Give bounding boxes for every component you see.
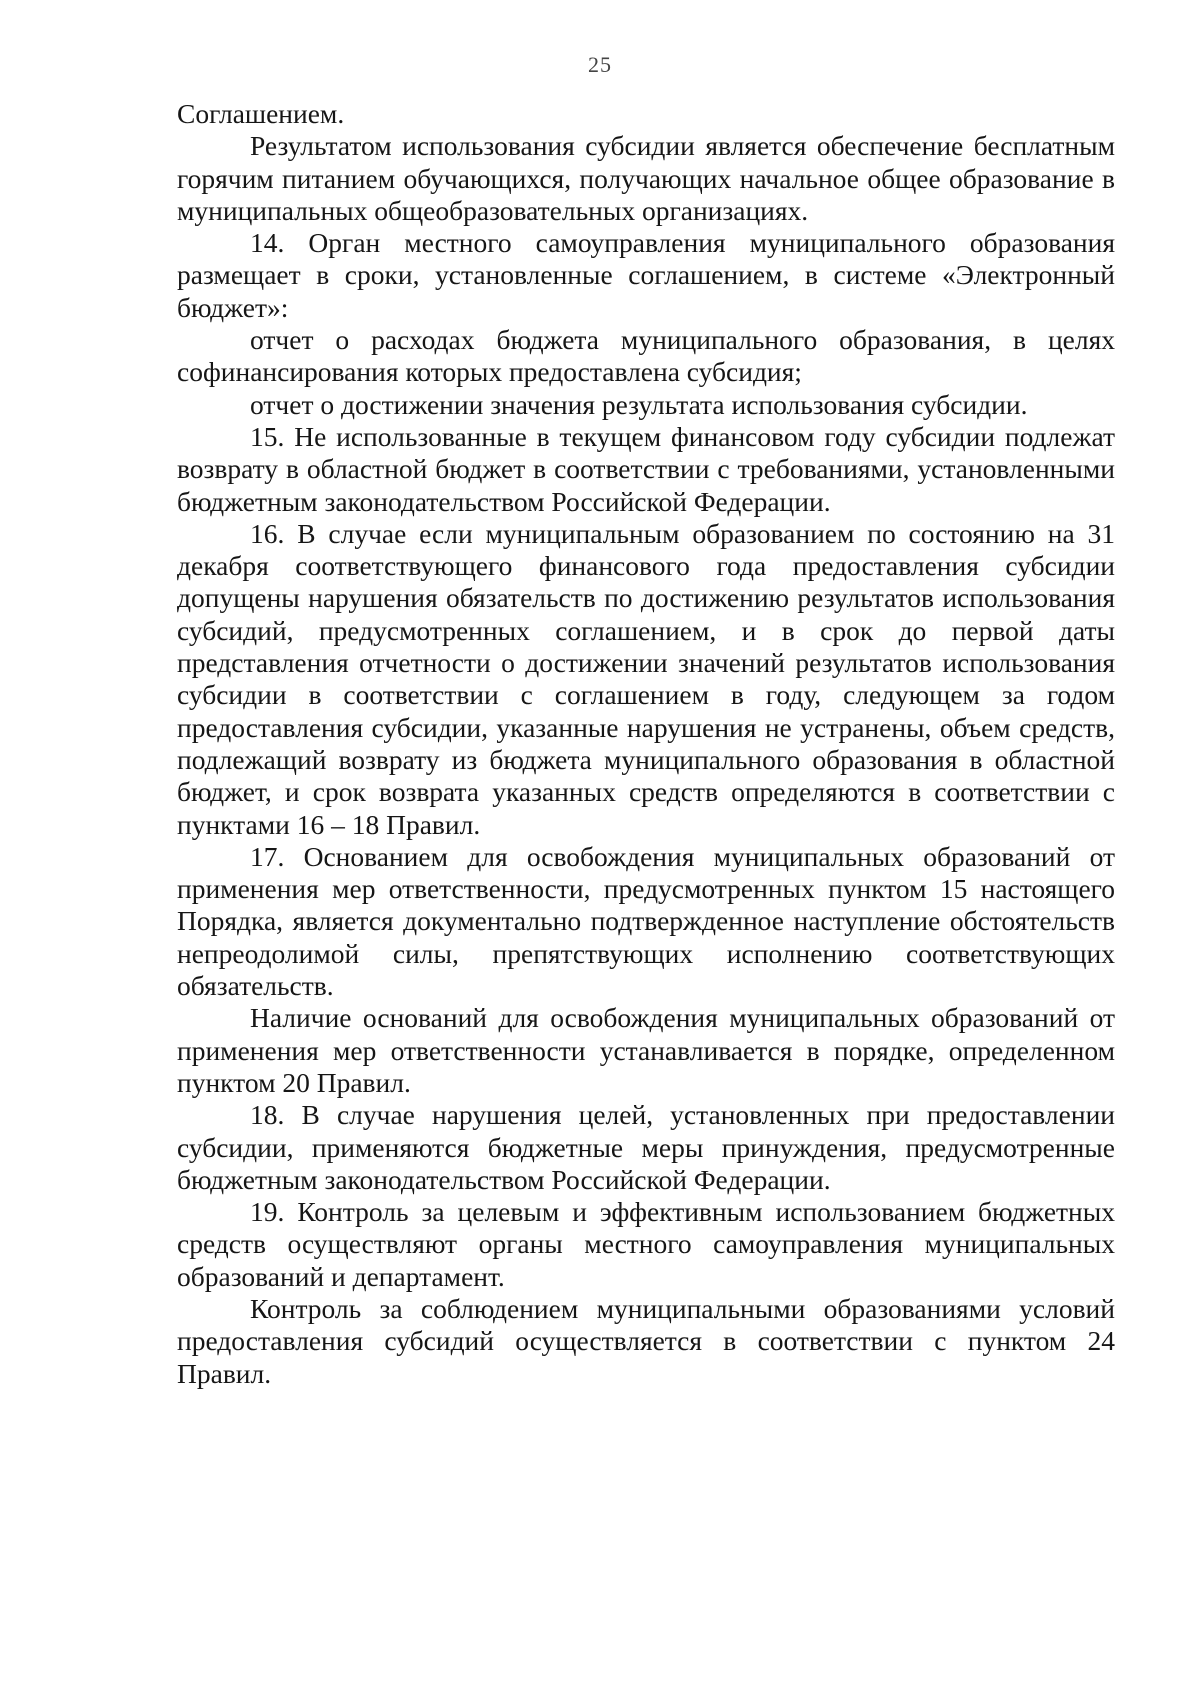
paragraph-result: Результатом использования субсидии является обеспечение бесплатным горячим питанием обучающихся, получающих начальное общее образование в муниципальных общеобразовательных организациях.: [177, 130, 1115, 226]
page-number: 25: [588, 52, 612, 77]
paragraph-exemption-grounds: Наличие оснований для освобождения муниципальных образований от применения мер ответственности устанавливается в порядке, определенном пунктом 20 Правил.: [177, 1002, 1115, 1098]
paragraph-continuation: Соглашением.: [177, 98, 345, 129]
paragraph-item-16: 16. В случае если муниципальным образованием по состоянию на 31 декабря соответствующего финансового года предоставления субсидии допущены нарушения обязательств по достижению результатов использования субсидий, предусмотренных соглашением, и в срок до первой даты представления отчетности о достижении значений результатов использования субсидии в соответствии с соглашением в году, следующем за годом предоставления субсидии, указанные нарушения не устранены, объем средств, подлежащий возврату из бюджета муниципального образования в областной бюджет, и срок возврата указанных средств определяются в соответствии с пунктами 16 – 18 Правил.: [177, 517, 1115, 840]
paragraph-report-expenses: отчет о расходах бюджета муниципального образования, в целях софинансирования которых предоставлена субсидия;: [177, 324, 1115, 388]
paragraph-item-18: 18. В случае нарушения целей, установленных при предоставлении субсидии, применяются бюджетные меры принуждения, предусмотренные бюджетным законодательством Российской Федерации.: [177, 1099, 1115, 1195]
paragraph-item-15: 15. Не использованные в текущем финансовом году субсидии подлежат возврату в областной бюджет в соответствии с требованиями, установленными бюджетным законодательством Российской Федерации.: [177, 420, 1115, 517]
paragraph-report-achievement: отчет о достижении значения результата использования субсидии.: [250, 388, 1028, 420]
paragraph-item-14: 14. Орган местного самоуправления муниципального образования размещает в сроки, установленные соглашением, в системе «Электронный бюджет»:: [177, 227, 1115, 323]
paragraph-item-17: 17. Основанием для освобождения муниципальных образований от применения мер ответственности, предусмотренных пунктом 15 настоящего Порядка, является документально подтвержденное наступление обстоятельств непреодолимой силы, препятствующих исполнению соответствующих обязательств.: [177, 840, 1115, 1002]
document-body: [177, 98, 1115, 1390]
paragraph-item-19: 19. Контроль за целевым и эффективным использованием бюджетных средств осуществляют органы местного самоуправления муниципальных образований и департамент.: [177, 1196, 1115, 1292]
paragraph-control-conditions: Контроль за соблюдением муниципальными образованиями условий предоставления субсидий осуществляется в соответствии с пунктом 24 Правил.: [177, 1292, 1115, 1389]
